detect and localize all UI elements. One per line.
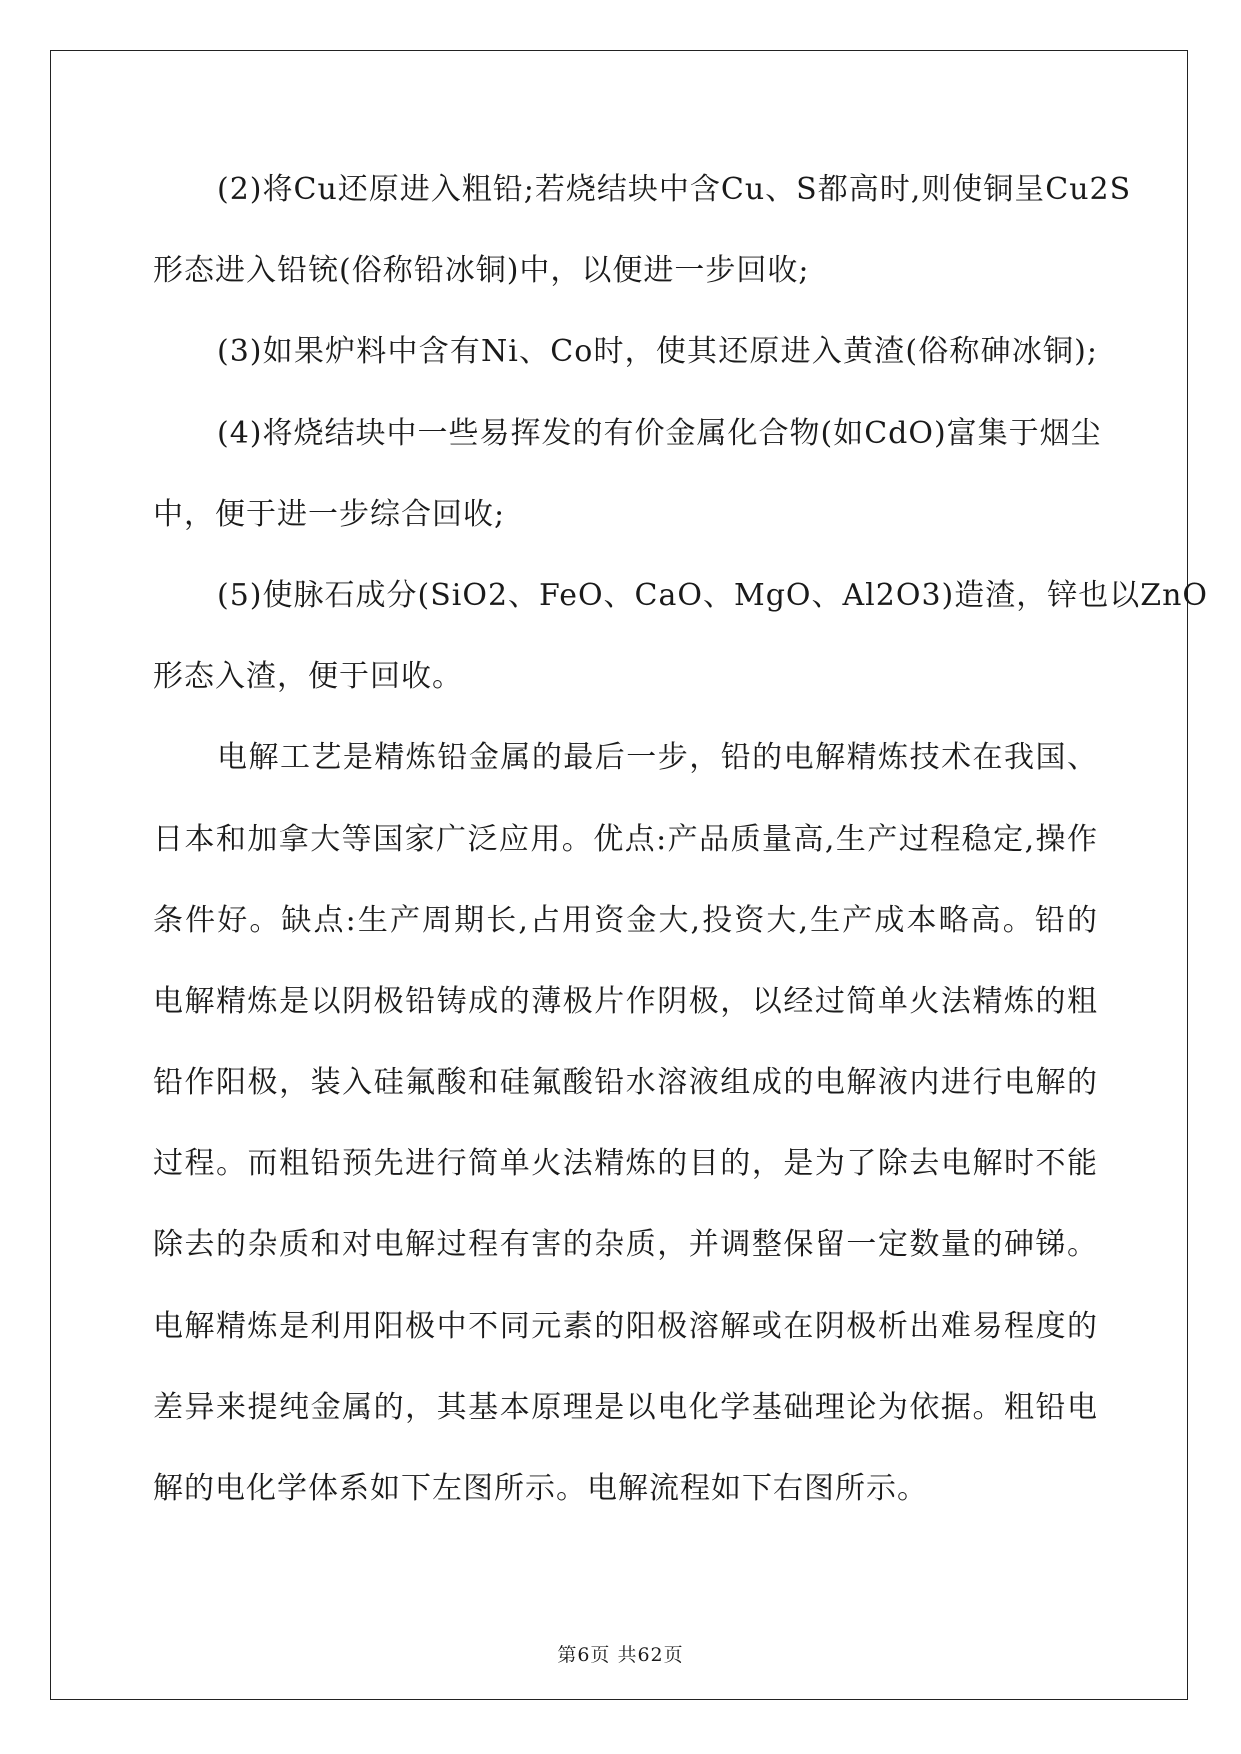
text-line: 电解工艺是精炼铅金属的最后一步，铅的电解精炼技术在我国、 <box>217 740 1098 776</box>
text-line: 形态进入铅铳(俗称铅冰铜)中，以便进一步回收; <box>153 253 810 289</box>
text-line: 过程。而粗铅预先进行简单火法精炼的目的，是为了除去电解时不能 <box>153 1146 1098 1182</box>
page-footer: 第6页 共62页 <box>557 1644 684 1666</box>
text-line: 解的电化学体系如下左图所示。电解流程如下右图所示。 <box>153 1471 928 1506</box>
text-line: 日本和加拿大等国家广泛应用。优点:产品质量高,生产过程稳定,操作 <box>153 821 1098 857</box>
text-line: (3)如果炉料中含有Ni、Co时，使其还原进入黄渣(俗称砷冰铜); <box>217 334 1098 370</box>
document-body <box>153 160 1208 1540</box>
text-line: 中，便于进一步综合回收; <box>153 496 506 532</box>
text-line: 形态入渣，便于回收。 <box>153 659 463 695</box>
text-line: (5)使脉石成分(SiO2、FeO、CaO、MgO、Al2O3)造渣，锌也以ZnO <box>217 577 1208 613</box>
text-line: 除去的杂质和对电解过程有害的杂质，并调整保留一定数量的砷锑。 <box>153 1227 1098 1263</box>
text-line: 电解精炼是以阴极铅铸成的薄极片作阴极，以经过简单火法精炼的粗 <box>153 983 1098 1019</box>
text-line: 差异来提纯金属的，其基本原理是以电化学基础理论为依据。粗铅电 <box>153 1389 1098 1425</box>
text-line: (4)将烧结块中一些易挥发的有价金属化合物(如CdO)富集于烟尘 <box>217 415 1102 451</box>
text-line: (2)将Cu还原进入粗铅;若烧结块中含Cu、S都高时,则使铜呈Cu2S <box>217 172 1132 207</box>
text-line: 铅作阳极，装入硅氟酸和硅氟酸铅水溶液组成的电解液内进行电解的 <box>153 1065 1098 1101</box>
text-line: 条件好。缺点:生产周期长,占用资金大,投资大,生产成本略高。铅的 <box>153 902 1098 938</box>
text-line: 电解精炼是利用阳极中不同元素的阳极溶解或在阴极析出难易程度的 <box>153 1308 1098 1344</box>
